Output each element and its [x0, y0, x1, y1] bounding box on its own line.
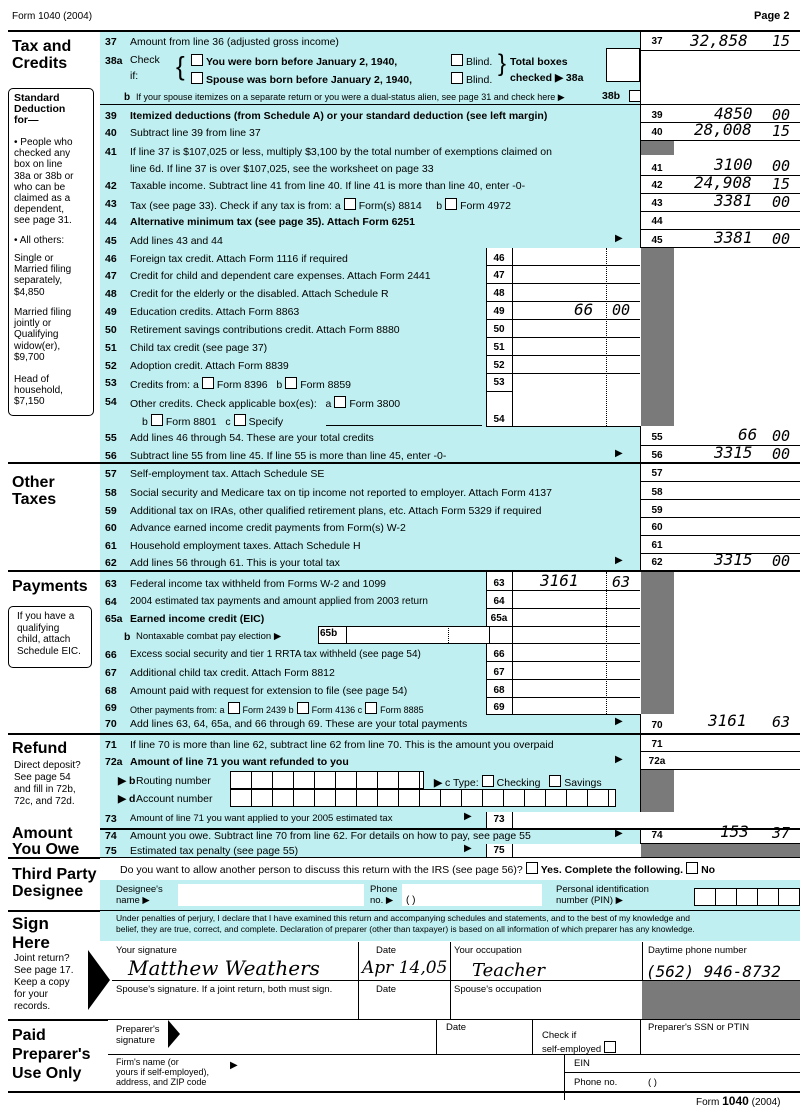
specify-checkbox[interactable] [234, 414, 246, 426]
designee-name-input[interactable] [178, 884, 364, 906]
form-8801-checkbox[interactable] [151, 414, 163, 426]
std-deduction-note: • People who checked any box on line 38a or 38b or who can be claimed as a dependent, see page 31. [14, 137, 74, 227]
value-43: 3381 [714, 191, 753, 210]
designee-phone-input[interactable]: ( ) [402, 884, 542, 906]
line-62: Add lines 56 through 61. This is your total tax [130, 557, 340, 569]
line-50: Retirement savings contributions credit. Attach Form 8880 [130, 324, 400, 336]
page-number: Page 2 [754, 10, 790, 22]
taxpayer-signature[interactable]: Matthew Weathers [128, 956, 320, 980]
value-42: 24,908 [694, 173, 752, 192]
line-69: Other payments from: a Form 2439 b Form 4136 c Form 8885 [130, 702, 424, 715]
designee-question: Do you want to allow another person to discuss this return with the IRS (see page 56)? Yes. Complete the following. No [120, 864, 716, 876]
form-8396-checkbox[interactable] [202, 377, 214, 389]
line-54: Other credits. Check applicable box(es): a Form 3800 [130, 398, 401, 410]
refund-note: Direct deposit? See page 54 and fill in 72b, 72c, and 72d. [14, 760, 81, 807]
line-61: Household employment taxes. Attach Schedule H [130, 540, 361, 552]
section-payments: Payments [12, 578, 88, 595]
section-amount-owe: Amount You Owe [12, 825, 80, 858]
line-46: Foreign tax credit. Attach Form 1116 if required [130, 253, 348, 265]
sign-note: Joint return? See page 17. Keep a copy for your records. [14, 953, 74, 1012]
line-55: Add lines 46 through 54. These are your total credits [130, 432, 374, 444]
form-4136-checkbox[interactable] [297, 702, 309, 714]
form-id: Form 1040 (2004) [12, 11, 93, 22]
savings-checkbox[interactable] [549, 775, 561, 787]
line-75: Estimated tax penalty (see page 55) [130, 845, 299, 857]
line-51: Child tax credit (see page 37) [130, 342, 268, 354]
line-59: Additional tax on IRAs, other qualified retirement plans, etc. Attach Form 5329 if required [130, 505, 542, 517]
designee-no-checkbox[interactable] [686, 862, 698, 874]
line-40: Subtract line 39 from line 37 [130, 127, 261, 139]
value-74: 153 [720, 822, 749, 841]
value-39: 4850 [714, 104, 753, 123]
line-72b: Routing number [136, 775, 211, 787]
line-49: Education credits. Attach Form 8863 [130, 306, 300, 318]
line-65a: Earned income credit (EIC) [130, 613, 265, 625]
section-sign-here: Sign Here [12, 914, 50, 952]
section-other-taxes: Other Taxes [12, 474, 57, 508]
std-single: Single or Married filing separately, $4,850 [14, 253, 72, 298]
line-71: If line 70 is more than line 62, subtract line 62 from line 70. This is the amount you overpaid [130, 739, 554, 751]
section-third-party: Third Party Designee [12, 866, 97, 900]
line-42: Taxable income. Subtract line 41 from line 40. If line 41 is more than line 40, enter -0- [130, 180, 526, 192]
checking-checkbox[interactable] [482, 775, 494, 787]
line-52: Adoption credit. Attach Form 8839 [130, 360, 289, 372]
sign-arrow [88, 950, 110, 1010]
line-41a: If line 37 is $107,025 or less, multiply $3,100 by the total number of exemptions claimed on [130, 146, 552, 158]
line-56: Subtract line 55 from line 45. If line 55 is more than line 45, enter -0- [130, 450, 447, 462]
line-66: Excess social security and tier 1 RRTA tax withheld (see page 54) [130, 649, 421, 660]
form-8859-checkbox[interactable] [285, 377, 297, 389]
value-56: 3315 [714, 443, 753, 462]
perjury-statement: Under penalties of perjury, I declare that I have examined this return and accompanying schedules and statements, and to the best of my knowledge and belief, they are true, correct, and complete. Declaration of preparer (other than taxpayer) is based on all information of which preparer has any knowledge. [116, 913, 695, 934]
standard-deduction-box: Standard Deduction for— • People who checked any box on line 38a or 38b or who can be claimed as a dependent, see page 31. • All others: Single or Married filing separately, $4,850 Married filing jointly or Qualifying widow(er), $9,700 Head of household, $7,150 [8, 88, 94, 416]
line-74: Amount you owe. Subtract line 70 from line 62. For details on how to pay, see page 55 [130, 830, 531, 842]
line-63: Federal income tax withheld from Forms W-2 and 1099 [130, 578, 386, 590]
value-45: 3381 [714, 228, 753, 247]
eic-note: If you have a qualifying child, attach Schedule EIC. [8, 606, 92, 668]
section-tax-credits: Tax and Credits [12, 38, 72, 72]
blind-checkbox[interactable] [451, 54, 463, 66]
line-38b-checkbox[interactable] [629, 90, 641, 102]
line-38b: If your spouse itemizes on a separate return or you were a dual-status alien, see page 31 and check here ▶ [136, 92, 565, 102]
line-45: Add lines 43 and 44 [130, 235, 223, 247]
line-48: Credit for the elderly or the disabled. Attach Schedule R [130, 288, 389, 300]
value-40: 28,008 [694, 120, 752, 139]
line-47: Credit for child and dependent care expenses. Attach Form 2441 [130, 270, 431, 282]
std-deduction-others: • All others: [14, 235, 65, 246]
designee-pin-input[interactable] [694, 888, 800, 906]
line-57: Self-employment tax. Attach Schedule SE [130, 468, 325, 480]
form-8885-checkbox[interactable] [365, 702, 377, 714]
form-3800-checkbox[interactable] [334, 396, 346, 408]
total-boxes-input[interactable] [606, 48, 640, 82]
line-37: Amount from line 36 (adjusted gross income) [130, 36, 339, 48]
combat-pay-input[interactable] [318, 626, 490, 644]
value-70: 3161 [708, 711, 747, 730]
form-2439-checkbox[interactable] [228, 702, 240, 714]
value-49: 66 [574, 300, 594, 319]
line-72a: Amount of line 71 you want refunded to you [130, 756, 349, 768]
section-paid-preparer: Paid Preparer's Use Only [12, 1027, 91, 1082]
spouse-blind-checkbox[interactable] [451, 72, 463, 84]
value-41: 3100 [714, 155, 753, 174]
form-8814-checkbox[interactable] [344, 198, 356, 210]
line-70: Add lines 63, 64, 65a, and 66 through 69. These are your total payments [130, 718, 468, 730]
line-39: Itemized deductions (from Schedule A) or your standard deduction (see left margin) [130, 110, 548, 122]
occupation-value[interactable]: Teacher [472, 960, 545, 981]
std-mfj: Married filing jointly or Qualifying widow(er), $9,700 [14, 307, 72, 363]
value-37: 32,858 [690, 31, 748, 50]
line-60: Advance earned income credit payments from Form(s) W-2 [130, 522, 406, 534]
line-41b: line 6d. If line 37 is over $107,025, see the worksheet on page 33 [130, 163, 434, 175]
value-55: 66 [738, 425, 758, 444]
line-65b: Nontaxable combat pay election ▶ [136, 631, 282, 642]
header-rule [8, 30, 800, 32]
value-63: 3161 [540, 571, 579, 590]
line-72d: Account number [136, 793, 213, 805]
designee-yes-checkbox[interactable] [526, 862, 538, 874]
line-43: Tax (see page 33). Check if any tax is from: a Form(s) 8814 b Form 4972 [130, 200, 511, 212]
account-number-input[interactable] [230, 789, 616, 807]
self-employed-checkbox[interactable] [604, 1041, 616, 1053]
born-before-1940-checkbox[interactable] [191, 54, 203, 66]
footer-form: Form 1040 (2004) [696, 1094, 781, 1108]
line-53: Credits from: a Form 8396 b Form 8859 [130, 379, 352, 391]
line-58: Social security and Medicare tax on tip income not reported to employer. Attach Form 4137 [130, 487, 552, 499]
line-67: Additional child tax credit. Attach Form 8812 [130, 667, 335, 679]
daytime-phone[interactable]: (562) 946-8732 [646, 962, 781, 981]
spouse-born-before-1940-checkbox[interactable] [191, 72, 203, 84]
form-4972-checkbox[interactable] [445, 198, 457, 210]
std-hoh: Head of household, $7,150 [14, 374, 63, 408]
line-44: Alternative minimum tax (see page 35). Attach Form 6251 [130, 216, 415, 228]
form-1040-page-2: Form 1040 (2004) Page 2 Tax and Credits Standard Deduction for— • People who checked any box on line 38a or 38b or who can be claimed as a dependent, see page 31. • All others: Single or Married filing separately, $4,850 Married filing jointly or Qualifying widow(er), $9,700 Head of household, $7,150 37 Amount from line 36 (adjusted gross income) 37 32,858 15 38a Check if: { You were born before January 2, 1940, Spouse was born before January 2, 1940, Blind. Blind. } Total boxes checked ▶ 38a b If your spouse itemizes on a separate return or you were a dual-status alien, see page 31 and check here ▶ 38b 39 Itemized deductions (from Schedule A) or your standard deduction (see left margin) 39 4850 00 40 Subtract line 39 from line 37 40 28,008 15 41 If line 37 is $107,025 or less, multiply $3,100 by the total number of exemptions claimed on line 6d. If line 37 is over $107,025, see the worksheet on page 33 41 3100 00 42 Taxable income. Subtract line 41 from line 40. If line 41 is more than line 40, enter -0- 42 24,908 15 43 Tax (see page 33). Check if any tax is from: a Form(s) 8814 b Form 4972 43 3381 00 44 Alternative minimum tax (see page 35). Attach Form 6251 44 45 Add lines 43 and 44 ▶ 45 3381 00 46 Foreign tax credit. Attach Form 1116 if required 46 47 Credit for child and dependent care expenses. Attach Form 2441 47 48 Credit for the elderly or the disabled. Attach Schedule R 48 49 Education credits. Attach Form 8863 49 66 00 50 Retirement savings contributions credit. Attach Form 8880 50 51 Child tax credit (see page 37) 51 52 Adoption credit. Attach Form 8839 52 53 Credits from: a Form 8396 b Form 8859 53 54 Other credits. Check applicable box(es): a Form 3800 b Form 8801 c Specify 54 55 Add lines 46 through 54. These are your total credits 55 66 00 56 Subtract line 55 from line 45. If line 55 is more than line 45, enter -0- ▶ 56 3315 00 Other Taxes 57 Self-employment tax. Attach Schedule SE 57 58 Social security and Medicare tax on tip income not reported to employer. Attach Form 4137 58 59 Additional tax on IRAs, other qualified retirement plans, etc. Attach Form 5329 if required 59 60 Advance earned income credit payments from Form(s) W-2 60 61 Household employment taxes. Attach Schedule H 61 62 Add lines 56 through 61. This is your total tax ▶ 62 3315 00 Payments If you have a qualifying child, attach Schedule EIC. 63 Federal income tax withheld from Forms W-2 and 1099 63 3161 63 64 2004 estimated tax payments and amount applied from 2003 return 64 65a Earned income credit (EIC) 65a b Nontaxable combat pay election ▶ 65b 66 Excess social security and tier 1 RRTA tax withheld (see page 54) 66 67 Additional child tax credit. Attach Form 8812 67 68 Amount paid with request for extension to file (see page 54) 68 69 Other payments from: a Form 2439 b Form 4136 c Form 8885 69 70 Add lines 63, 64, 65a, and 66 through 69. These are your total payments ▶ 70 3161 63 Refund Direct deposit? See page 54 and fill in 72b, 72c, and 72d. 71 If line 70 is more than line 62, subtract line 62 from line 70. This is the amount you overpaid 71 72a Amount of line 71 you want refunded to you ▶ 72a ▶ b Routing number ▶ c Type: Checking Savings ▶ d Account number 73 Amount of line 71 you want applied to your 2005 estimated tax ▶ 73 Amount You Owe 74 Amount you owe. Subtract line 70 from line 62. For details on how to pay, see page 55 ▶ 74 153 37 75 Estimated tax penalty (see page 55) ▶ 75 Third Party Designee Do you want to allow another person to discuss this return with the IRS (see page 56)? Yes. Complete the following. No Designee's name ▶ Phone no. ▶ ( ) Personal identification number (PIN) ▶ Sign Here Joint return? See page 17. Keep a copy for your records. Under penalties of perjury, I declare that I have examined this return and accompanying schedules and statements, and to the best of my knowledge and belief, they are true, correct, and complete. Declaration of preparer (other than taxpayer) is based on all information of which preparer has any knowledge. Your signature Matthew Weathers Date Apr 14,05 Your occupation Teacher Daytime phone number (562) 946-8732 Spouse's signature. If a joint return, both must sign. Date Spouse's occupation Paid Preparer's Use Only Preparer's signature Date Check if self-employed Preparer's SSN or PTIN Firm's name (or yours if self-employed), address, and ZIP code ▶ EIN Phone no. ( ) Form 1040 (2004) [8, 0, 798, 1110]
value-62: 3315 [714, 550, 753, 569]
line-73: Amount of line 71 you want applied to your 2005 estimated tax [130, 813, 393, 824]
section-refund: Refund [12, 740, 68, 757]
line-64: 2004 estimated tax payments and amount applied from 2003 return [130, 596, 428, 607]
sign-date[interactable]: Apr 14,05 [362, 958, 448, 978]
line-68: Amount paid with request for extension to file (see page 54) [130, 685, 408, 697]
routing-number-input[interactable] [230, 771, 424, 789]
